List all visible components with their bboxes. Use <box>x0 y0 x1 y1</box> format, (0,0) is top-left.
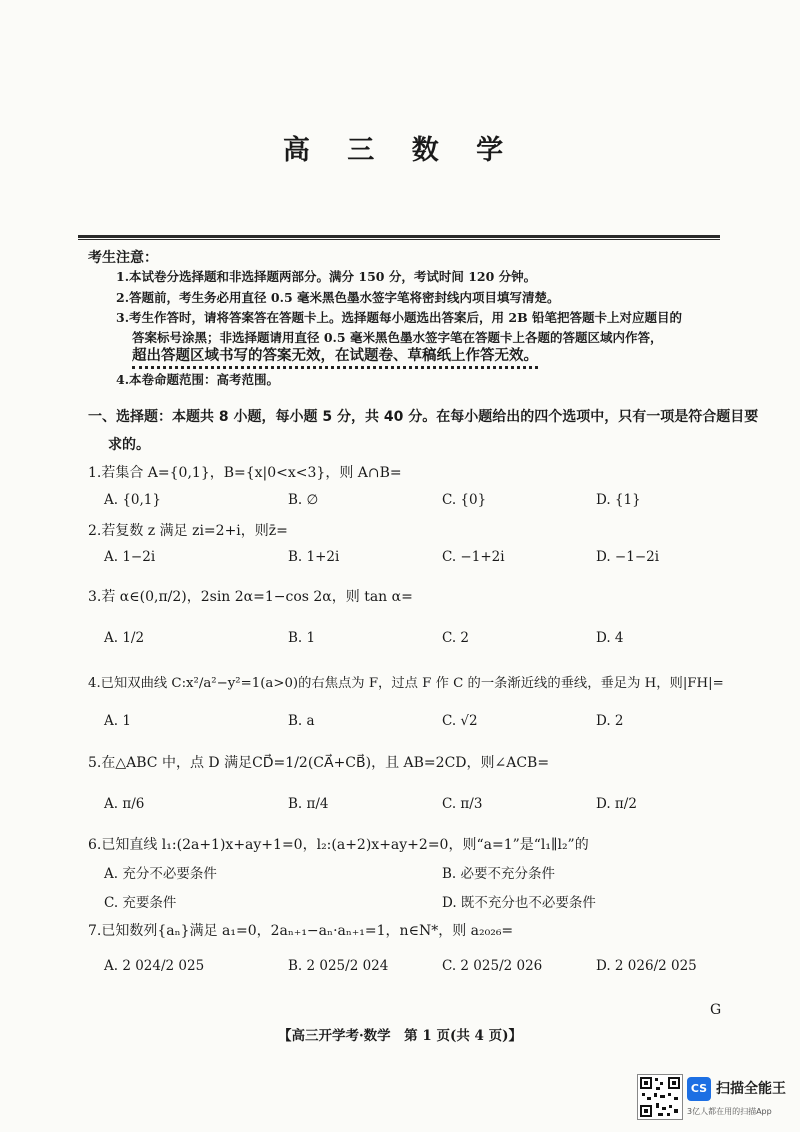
notice-item-4: 4.本卷命题范围：高考范围。 <box>116 372 280 387</box>
camscanner-logo: CS <box>687 1077 711 1101</box>
question-7-option-b: B. 2 025/2 024 <box>288 958 389 974</box>
question-5-stem: 5.在△ABC 中，点 D 满足CD⃗=1/2(CA⃗+CB⃗)，且 AB=2CD，则∠ACB= <box>88 755 550 771</box>
question-5-option-d: D. π/2 <box>596 796 637 812</box>
question-2-option-b: B. 1+2i <box>288 549 340 565</box>
question-3-option-c: C. 2 <box>442 630 470 646</box>
question-4-option-d: D. 2 <box>596 713 624 729</box>
notice-item-3-line-1: 3.考生作答时，请将答案答在答题卡上。选择题每小题选出答案后，用 2B 铅笔把答题卡上对应题目的 <box>116 310 683 325</box>
question-5-option-a: A. π/6 <box>104 796 145 812</box>
page-footer: 【高三开学考·数学 第 1 页(共 4 页)】 <box>277 1028 523 1044</box>
question-7-stem: 7.已知数列{aₙ}满足 a₁=0，2aₙ₊₁−aₙ·aₙ₊₁=1，n∈N*，则 a₂₀₂₆= <box>88 923 514 939</box>
section-heading-line-2: 求的。 <box>108 437 150 453</box>
question-3-option-b: B. 1 <box>288 630 316 646</box>
question-5-option-b: B. π/4 <box>288 796 329 812</box>
question-3-option-a: A. 1/2 <box>104 630 145 646</box>
question-2-stem: 2.若复数 z 满足 zi=2+i，则z̄= <box>88 523 288 539</box>
question-7-option-c: C. 2 025/2 026 <box>442 958 543 974</box>
page-title: 高 三 数 学 <box>282 135 518 166</box>
notice-item-2: 2.答题前，考生务必用直径 0.5 毫米黑色墨水签字笔将密封线内项目填写清楚。 <box>116 290 560 305</box>
question-1-option-a: A. {0,1} <box>104 492 161 508</box>
question-6-stem: 6.已知直线 l₁:(2a+1)x+ay+1=0，l₂:(a+2)x+ay+2=0，则“a=1”是“l₁∥l₂”的 <box>88 837 589 853</box>
notice-emphasis-text: 超出答题区域书写的答案无效，在试题卷、草稿纸上作答无效。 <box>132 348 538 369</box>
question-4-option-a: A. 1 <box>104 713 131 729</box>
question-4-option-c: C. √2 <box>442 713 478 729</box>
scanner-tagline: 3亿人都在用的扫描App <box>687 1107 772 1116</box>
notice-item-1: 1.本试卷分选择题和非选择题两部分。满分 150 分，考试时间 120 分钟。 <box>116 269 537 284</box>
question-2-option-d: D. −1−2i <box>596 549 660 565</box>
question-6-option-a: A. 充分不必要条件 <box>104 866 217 882</box>
question-1-option-d: D. {1} <box>596 492 641 508</box>
notice-heading: 考生注意： <box>88 250 158 266</box>
notice-item-3-line-2: 答案标号涂黑；非选择题请用直径 0.5 毫米黑色墨水签字笔在答题卡上各题的答题区域内作答， <box>132 330 663 345</box>
section-heading-line-1: 一、选择题：本题共 8 小题，每小题 5 分，共 40 分。在每小题给出的四个选项中，只有一项是符合题目要 <box>88 409 759 425</box>
question-6-option-d: D. 既不充分也不必要条件 <box>442 895 596 911</box>
notice-item-3-emphasis <box>132 344 538 365</box>
question-2-option-a: A. 1−2i <box>104 549 156 565</box>
question-6-option-b: B. 必要不充分条件 <box>442 866 556 882</box>
qr-code-icon <box>637 1074 683 1120</box>
header-rule-thick <box>78 235 720 238</box>
question-7-option-d: D. 2 026/2 025 <box>596 958 697 974</box>
question-4-stem: 4.已知双曲线 C:x²/a²−y²=1(a>0)的右焦点为 F，过点 F 作 C 的一条渐近线的垂线，垂足为 H，则|FH|= <box>88 676 724 691</box>
question-3-option-d: D. 4 <box>596 630 624 646</box>
corner-letter: G <box>710 1002 722 1018</box>
question-5-option-c: C. π/3 <box>442 796 483 812</box>
question-6-option-c: C. 充要条件 <box>104 895 177 911</box>
question-3-stem: 3.若 α∈(0,π/2)，2sin 2α=1−cos 2α，则 tan α= <box>88 589 413 605</box>
question-1-stem: 1.若集合 A={0,1}，B={x|0<x<3}，则 A∩B= <box>88 465 402 481</box>
question-4-option-b: B. a <box>288 713 315 729</box>
question-7-option-a: A. 2 024/2 025 <box>104 958 205 974</box>
question-1-option-c: C. {0} <box>442 492 487 508</box>
question-1-option-b: B. ∅ <box>288 492 319 508</box>
scanner-brand-name: 扫描全能王 <box>716 1081 786 1097</box>
header-rule-thin <box>78 239 720 240</box>
question-2-option-c: C. −1+2i <box>442 549 505 565</box>
